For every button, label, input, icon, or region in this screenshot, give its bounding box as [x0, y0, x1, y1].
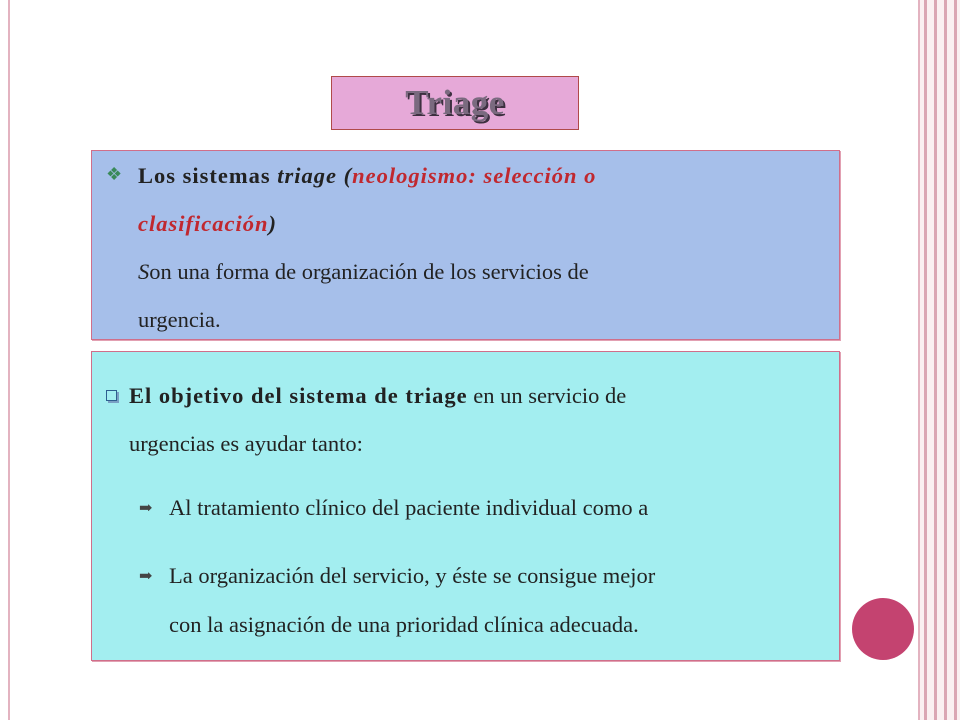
- open-paren: (: [343, 163, 353, 188]
- definition-line-1: [138, 152, 596, 200]
- slide-title: Triage: [405, 83, 505, 122]
- title-box: [331, 76, 579, 130]
- objective-box: [91, 351, 840, 661]
- triage-term: triage: [277, 163, 344, 188]
- definition-line-4: urgencia.: [138, 307, 221, 332]
- neologism-text: neologismo: selección o: [352, 163, 597, 188]
- sub-point-2-line-1: La organización del servicio, y éste se consigue mejor: [169, 563, 656, 588]
- objective-text: en un servicio de: [467, 383, 627, 408]
- sub-point-1: Al tratamiento clínico del paciente individual como a: [169, 495, 649, 520]
- definition-line-2: [138, 200, 277, 248]
- sub-point-2-line-2: con la asignación de una prioridad clínica adecuada.: [169, 612, 639, 637]
- stripe: [944, 0, 947, 720]
- objective-term: El objetivo del sistema de triage: [129, 383, 468, 408]
- close-paren: ): [268, 211, 277, 236]
- stripe: [934, 0, 937, 720]
- decorative-stripes: [920, 0, 960, 720]
- square-bullet-icon: [106, 390, 117, 401]
- objective-line-2: urgencias es ayudar tanto:: [129, 431, 363, 456]
- definition-term: Los sistemas: [138, 163, 278, 188]
- stripe: [954, 0, 957, 720]
- classification-text: clasificación: [138, 211, 269, 236]
- arrow-bullet-icon: ➡: [139, 500, 153, 517]
- definition-line-3: [138, 248, 589, 296]
- definition-text: on una forma de organización de los servicios de: [149, 259, 589, 284]
- decorative-circle: [852, 598, 914, 660]
- stripe: [924, 0, 927, 720]
- initial-letter: S: [138, 259, 150, 284]
- arrow-bullet-icon: ➡: [139, 568, 153, 585]
- objective-line-1: [129, 372, 626, 420]
- four-diamond-bullet-icon: ❖: [106, 164, 123, 184]
- definition-box: [91, 150, 840, 340]
